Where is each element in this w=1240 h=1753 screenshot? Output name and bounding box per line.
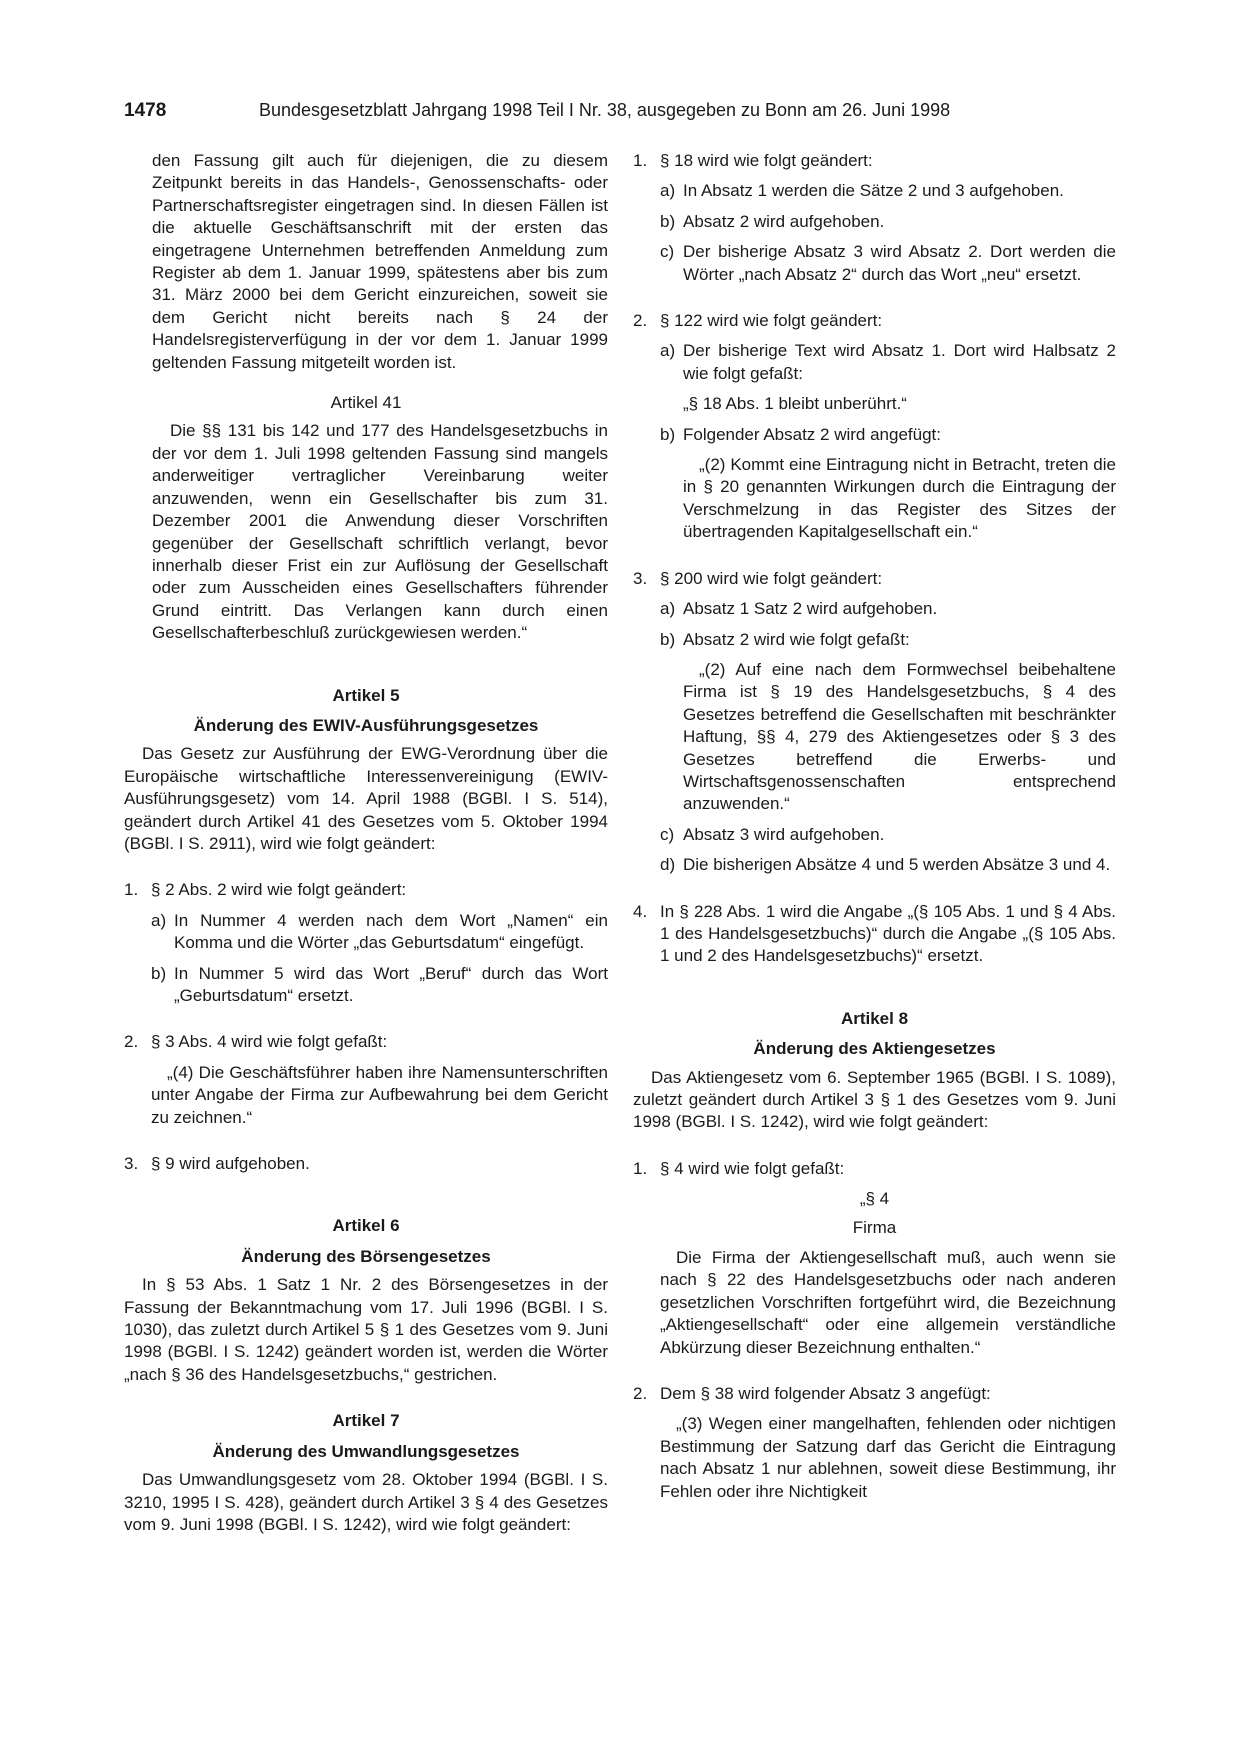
sub-label: a) [151, 910, 167, 930]
sub-text: Die bisherigen Absätze 4 und 5 werden Absätze 3 und 4. [683, 855, 1111, 875]
list-item [633, 1383, 1116, 1405]
sub-item [633, 629, 1116, 651]
list-text: § 4 wird wie folgt gefaßt: [660, 1158, 845, 1178]
quoted-text: „(3) Wegen einer mangelhaften, fehlenden oder nichtigen Bestimmung der Satzung darf das Gericht die Eintragung nach Absatz 1 nur ablehnen, soweit diese Bestimmung, ihr Fehlen oder ihre Nichtigkeit [660, 1414, 1116, 1501]
list-text: § 2 Abs. 2 wird wie folgt geändert: [151, 880, 407, 900]
sub-text: In Nummer 5 wird das Wort „Beruf“ durch das Wort „Geburtsdatum“ ersetzt. [174, 963, 608, 1005]
sub-label: a) [660, 341, 676, 361]
sub-text: Absatz 1 Satz 2 wird aufgehoben. [683, 599, 938, 619]
sub-text: Folgender Absatz 2 wird angefügt: [683, 424, 941, 444]
list-text: In § 228 Abs. 1 wird die Angabe „(§ 105 Abs. 1 und § 4 Abs. 1 des Handelsgesetzbuchs)“ durch die Angabe „(§ 105 Abs. 1 und 2 des Handelsgesetzbuchs)“ ersetzt. [660, 901, 1116, 966]
list-item [124, 879, 608, 901]
list-number: 2. [124, 1032, 139, 1052]
sub-label: a) [660, 599, 676, 619]
list-item [633, 901, 1116, 968]
sub-item [633, 241, 1116, 286]
sub-label: c) [660, 824, 675, 844]
article-5-intro: Das Gesetz zur Ausführung der EWG-Verordnung über die Europäische wirtschaftliche Interessenvereinigung (EWIV-Ausführungsgesetz) vom 14. April 1988 (BGBl. I S. 514), geändert durch Artikel 41 des Gesetzes vom 5. Oktober 1994 (BGBl. I S. 2911), wird wie folgt geändert: [124, 744, 608, 853]
list-item [633, 1158, 1116, 1180]
sub-item [633, 824, 1116, 846]
article-7-subheading: Änderung des Umwandlungsgesetzes [212, 1441, 520, 1461]
article-8-heading: Artikel 8 [840, 1008, 909, 1028]
sub-label: b) [660, 211, 676, 231]
sub-text: Der bisherige Text wird Absatz 1. Dort wird Halbsatz 2 wie folgt gefaßt: [683, 341, 1116, 383]
sub-item [633, 180, 1116, 202]
quoted-text: „(2) Auf eine nach dem Formwechsel beibehaltene Firma ist § 19 des Handelsgesetzbuchs, § 4 des Gesetzes betreffend die Gesellschaften mit beschränkter Haftung, §§ 4, 279 des Aktiengesetzes oder § 3 des Gesetzes betreffend die Erwerbs- und Wirtschaftsgenossenschaften entsprechend anzuwenden.“ [683, 659, 1116, 814]
list-text: § 18 wird wie folgt geändert: [660, 151, 873, 170]
article-5-subheading: Änderung des EWIV-Ausführungsgesetzes [193, 715, 539, 735]
list-number: 1. [633, 1158, 648, 1178]
sub-item [124, 910, 608, 955]
sub-label: c) [660, 242, 675, 262]
list-item [124, 1153, 608, 1175]
left-column [124, 150, 608, 1536]
list-text: § 3 Abs. 4 wird wie folgt gefaßt: [151, 1032, 388, 1052]
list-number: 3. [124, 1154, 139, 1174]
list-item [633, 310, 1116, 332]
list-text: § 200 wird wie folgt geändert: [660, 568, 883, 588]
sub-label: a) [660, 181, 676, 201]
paragraph-mark: „§ 4 [859, 1189, 890, 1209]
list-number: 1. [124, 880, 139, 900]
paragraph-title: Firma [852, 1217, 897, 1237]
sub-label: d) [660, 855, 676, 875]
sub-label: b) [660, 629, 676, 649]
article-41-heading: Artikel 41 [330, 393, 402, 413]
sub-text: In Nummer 4 werden nach dem Wort „Namen“ ein Komma und die Wörter „das Geburtsdatum“ eingefügt. [174, 910, 608, 953]
gazette-title: Bundesgesetzblatt Jahrgang 1998 Teil I Nr. 38, ausgegeben zu Bonn am 26. Juni 1998 [259, 100, 951, 120]
sub-item [124, 963, 608, 1008]
list-item [633, 150, 1116, 172]
list-number: 1. [633, 151, 648, 170]
article-8-subheading: Änderung des Aktiengesetzes [753, 1039, 996, 1059]
article-6-heading: Artikel 6 [332, 1216, 400, 1236]
sub-item [633, 211, 1116, 233]
list-text: § 9 wird aufgehoben. [151, 1154, 310, 1174]
article-8-intro: Das Aktiengesetz vom 6. September 1965 (BGBl. I S. 1089), zuletzt geändert durch Artikel 3 § 1 des Gesetzes vom 9. Juni 1998 (BGBl. I S. 1242), wird wie folgt geändert: [633, 1067, 1116, 1132]
list-text: § 122 wird wie folgt geändert: [660, 311, 883, 331]
list-number: 3. [633, 568, 648, 588]
quoted-text: „(2) Kommt eine Eintragung nicht in Betracht, treten die in § 20 genannten Wirkungen durch die Eintragung der Verschmelzung in das Register des Sitzes der übertragenden Kapitalgesellschaft ein.“ [683, 455, 1116, 542]
right-column [633, 150, 1116, 1503]
sub-text: In Absatz 1 werden die Sätze 2 und 3 aufgehoben. [683, 181, 1064, 201]
sub-text: Absatz 2 wird aufgehoben. [683, 211, 885, 231]
page-header [124, 100, 1116, 130]
paragraph-text: Die Firma der Aktiengesellschaft muß, auch wenn sie nach § 22 des Handelsgesetzbuchs oder nach anderen gesetzlichen Vorschriften fortgeführt wird, die Bezeichnung „Aktiengesellschaft“ oder eine allgemein verständliche Abkürzung dieser Bezeichnung enthalten.“ [660, 1248, 1116, 1357]
quoted-text: „(4) Die Geschäftsführer haben ihre Namensunterschriften unter Angabe der Firma zur Aufbewahrung bei dem Gericht zu zeichnen.“ [151, 1062, 608, 1127]
list-item [633, 568, 1116, 590]
article-6-text: In § 53 Abs. 1 Satz 1 Nr. 2 des Börsengesetzes in der Fassung der Bekanntmachung vom 17. Juli 1996 (BGBl. I S. 1030), das zuletzt durch Artikel 5 § 1 des Gesetzes vom 9. Juni 1998 (BGBl. I S. 1242) geändert worden ist, werden die Wörter „nach § 36 des Handelsgesetzbuchs,“ gestrichen. [124, 1275, 608, 1384]
sub-label: b) [151, 963, 167, 983]
page-number: 1478 [124, 100, 167, 121]
article-6-subheading: Änderung des Börsengesetzes [241, 1246, 491, 1266]
article-5-heading: Artikel 5 [332, 685, 400, 705]
sub-text: Absatz 2 wird wie folgt gefaßt: [683, 629, 910, 649]
sub-item [633, 598, 1116, 620]
list-number: 2. [633, 311, 648, 331]
list-number: 2. [633, 1384, 648, 1404]
sub-label: b) [660, 424, 676, 444]
list-text: Dem § 38 wird folgender Absatz 3 angefügt: [660, 1384, 991, 1404]
sub-text: Absatz 3 wird aufgehoben. [683, 824, 885, 844]
list-item [124, 1031, 608, 1053]
article-41-text: Die §§ 131 bis 142 und 177 des Handelsgesetzbuchs in der vor dem 1. Juli 1998 geltenden Fassung sind mangels anderweitiger vertraglicher Vereinbarung weiter anzuwenden, wenn ein Gesellschafter bis zum 31. Dezember 2001 die Anwendung dieser Vorschriften gegenüber der Gesellschaft schriftlich verlangt, bevor innerhalb dieser Frist ein zur Auflösung der Gesellschaft oder zum Ausscheiden eines Gesellschafters führender Grund eintritt. Das Verlangen kann durch einen Gesellschafterbeschluß zurückgewiesen werden.“ [152, 421, 608, 643]
list-number: 4. [633, 901, 648, 921]
article-7-heading: Artikel 7 [332, 1411, 400, 1431]
sub-item [633, 424, 1116, 446]
article-7-text: Das Umwandlungsgesetz vom 28. Oktober 1994 (BGBl. I S. 3210, 1995 I S. 428), geändert durch Artikel 3 § 4 des Gesetzes vom 9. Juni 1998 (BGBl. I S. 1242), wird wie folgt geändert: [124, 1470, 608, 1534]
continued-paragraph: den Fassung gilt auch für diejenigen, die zu diesem Zeitpunkt bereits in das Handels-, Genossenschafts- oder Partnerschaftsregister eingetragen sind. In diesen Fällen ist die aktuelle Geschäftsanschrift mit der ersten das eingetragene Unternehmen betreffenden Anmeldung zum Register ab dem 1. Januar 1999, spätestens aber bis zum 31. März 2000 bei dem Gericht einzureichen, soweit sie dem Gericht nicht bereits nach § 24 der Handelsregisterverfügung in der vor dem 1. Januar 1999 geltenden Fassung mitgeteilt worden ist. [152, 151, 608, 372]
quoted-text: „§ 18 Abs. 1 bleibt unberührt.“ [683, 394, 907, 414]
sub-item [633, 340, 1116, 385]
sub-item [633, 854, 1116, 876]
sub-text: Der bisherige Absatz 3 wird Absatz 2. Dort werden die Wörter „nach Absatz 2“ durch das Wort „neu“ ersetzt. [683, 242, 1116, 284]
